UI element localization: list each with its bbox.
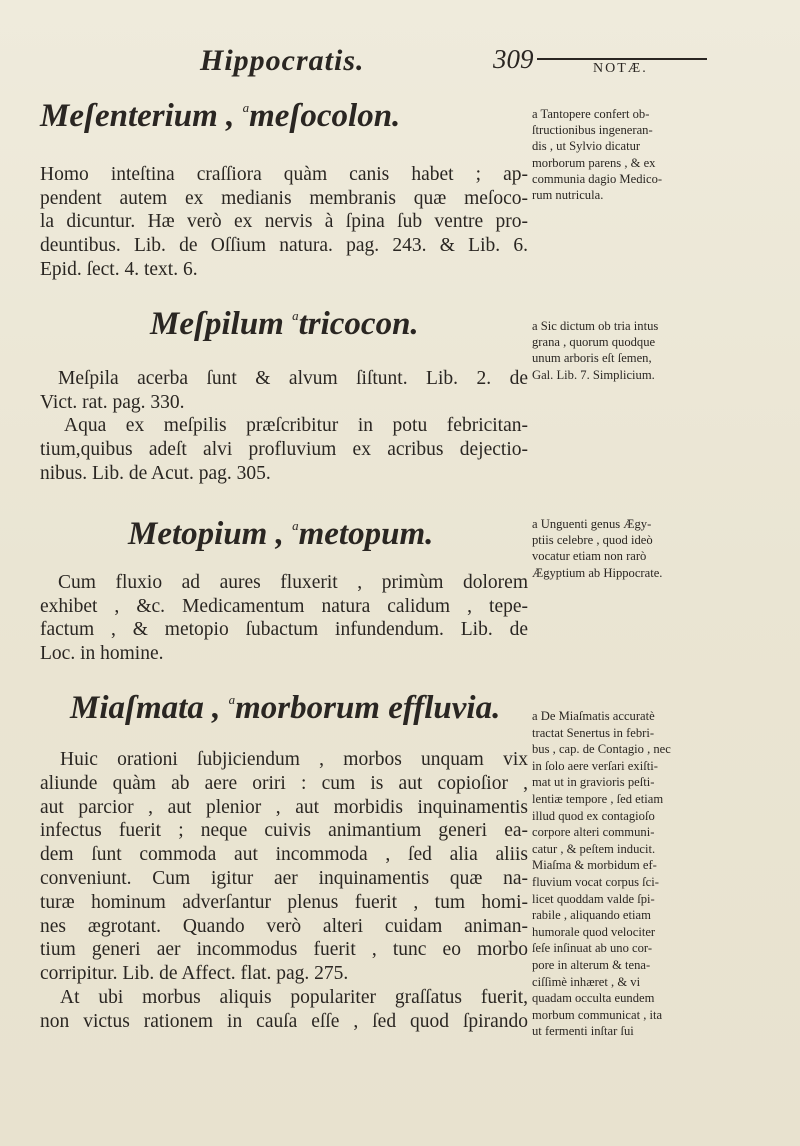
note-line: licet quoddam valde ſpi- — [532, 891, 655, 906]
note-line: ptiis celebre , quod ideò — [532, 533, 653, 548]
text-line: la dicuntur. Hæ verò ex nervis à ſpina ſub ventre pro- — [40, 211, 528, 233]
text-line: Aqua ex meſpilis præſcribitur in potu febricitan- — [64, 415, 528, 437]
entry-text-mespilum — [40, 367, 528, 486]
footnote-miasmata — [532, 708, 757, 1040]
note-line: unum arboris eſt ſemen, — [532, 351, 652, 366]
note-line: tractat Senertus in febri- — [532, 725, 655, 740]
note-line: catur , & peſtem inducit. — [532, 841, 656, 856]
text-line: deuntibus. Lib. de Oſſium natura. pag. 243. & Lib. 6. — [40, 235, 528, 257]
entry-heading-mesenterium: Meſenterium , $^a$meſocolon. — [40, 98, 401, 134]
note-line: rum nutricula. — [532, 188, 604, 203]
note-line: bus , cap. de Contagio , nec — [532, 742, 671, 757]
text-line: Huic orationi ſubjiciendum , morbos unquam vix — [60, 749, 528, 770]
note-line: illud quod ex contagioſo — [532, 808, 655, 823]
entry-heading-miasmata: Miaſmata , $^a$morborum effluvia. — [70, 690, 501, 726]
notes-header: NOTÆ. — [593, 61, 648, 76]
text-line: conveniunt. Cum igitur aer inquinamentis quæ na- — [40, 867, 528, 889]
note-line: Gal. Lib. 7. Simplicium. — [532, 367, 655, 382]
text-line: pendent autem ex medianis membranis quæ meſoco- — [40, 187, 528, 209]
entry-heading-mespilum: Meſpilum $^a$tricocon. — [150, 306, 419, 342]
text-line: exhibet , &c. Medicamentum natura calidum , tepe- — [40, 595, 528, 617]
text-line: Meſpila acerba ſunt & alvum ſiſtunt. Lib. 2. de — [58, 368, 528, 389]
note-line: a Unguenti genus Ægy- — [532, 517, 652, 531]
footnote-metopium — [532, 516, 757, 581]
text-line: infectus fuerit ; neque cuivis animantium generi ea- — [40, 820, 528, 842]
note-line: ſeſe inſinuat ab uno cor- — [532, 941, 653, 956]
note-line: ſtructionibus ingeneran- — [532, 123, 653, 138]
text-line: aliunde quàm ab aere oriri : cum is aut copioſior , — [40, 772, 528, 794]
note-line: dis , ut Sylvio dicatur — [532, 139, 641, 154]
note-line: in ſolo aere verſari exiſti- — [532, 758, 658, 773]
text-line: Vict. rat. pag. 330. — [40, 391, 185, 413]
note-line: lentiæ tempore , ſed etiam — [532, 791, 664, 806]
entry-text-miasmata — [40, 748, 528, 1034]
text-line: tium,quibus adeſt alvi profluvium ex acribus dejectio- — [40, 439, 528, 461]
note-line: a Tantopere confert ob- — [532, 107, 650, 121]
text-line: Loc. in homine. — [40, 643, 164, 665]
page-number: 309 — [493, 44, 534, 74]
note-line: morborum parens , & ex — [532, 155, 656, 170]
note-line: Miaſma & morbidum ef- — [532, 858, 657, 873]
note-line: pore in alterum & tena- — [532, 957, 651, 972]
text-line: At ubi morbus aliquis populariter graſſatus fuerit, — [60, 986, 528, 1008]
text-line: turæ hominum adverſantur plenus fuerit , tum homi- — [40, 891, 528, 913]
entry-text-metopium — [40, 571, 528, 666]
text-line: nes ægrotant. Quando verò alteri cuidam animan- — [40, 915, 528, 937]
text-line: nibus. Lib. de Acut. pag. 305. — [40, 462, 271, 484]
footnote-mesenterium — [532, 106, 757, 203]
note-line: fluvium vocat corpus ſci- — [532, 874, 659, 889]
note-line: grana , quorum quodque — [532, 335, 656, 350]
note-line: morbum communicat , ita — [532, 1007, 663, 1022]
text-line: Homo inteſtina craſſiora quàm canis habet ; ap- — [40, 164, 528, 185]
text-line: tium generi aer incommodus fuerit , tunc eo morbo — [40, 939, 528, 961]
note-line: communia dagio Medico- — [532, 171, 663, 186]
note-line: rabile , aliquando etiam — [532, 908, 651, 923]
running-head: Hippocratis. — [200, 44, 365, 77]
text-line: Epid. ſect. 4. text. 6. — [40, 258, 198, 280]
entry-heading-metopium: Metopium , $^a$metopum. — [128, 516, 434, 552]
note-line: ciſſimè inhæret , & vi — [532, 974, 641, 989]
text-line: non victus rationem in cauſa eſſe , ſed quod ſpirando — [40, 1010, 528, 1032]
page-header — [0, 36, 800, 86]
footnote-mespilum — [532, 318, 757, 383]
note-line: quadam occulta eundem — [532, 991, 655, 1006]
note-line: Ægyptium ab Hippocrate. — [532, 565, 663, 580]
note-line: corpore alteri communi- — [532, 825, 655, 840]
note-line: a Sic dictum ob tria intus — [532, 319, 659, 333]
text-line: dem ſunt commoda aut incommoda , ſed alia aliis — [40, 844, 528, 866]
entry-text-mesenterium — [40, 163, 528, 282]
text-line: Cum fluxio ad aures fluxerit , primùm dolorem — [58, 572, 528, 593]
note-line: mat ut in gravioris peſti- — [532, 775, 655, 790]
notes-header-rule — [537, 58, 707, 76]
text-line: corripitur. Lib. de Affect. flat. pag. 275. — [40, 963, 349, 985]
note-line: ut fermenti inſtar ſui — [532, 1024, 634, 1039]
note-line: vocatur etiam non rarò — [532, 549, 647, 564]
note-line: a De Miaſmatis accuratè — [532, 709, 655, 723]
text-line: factum , & metopio ſubactum infundendum. Lib. de — [40, 619, 528, 641]
note-line: humorale quod velociter — [532, 924, 656, 939]
text-line: aut parcior , aut plenior , aut morbidis inquinamentis — [40, 796, 528, 818]
